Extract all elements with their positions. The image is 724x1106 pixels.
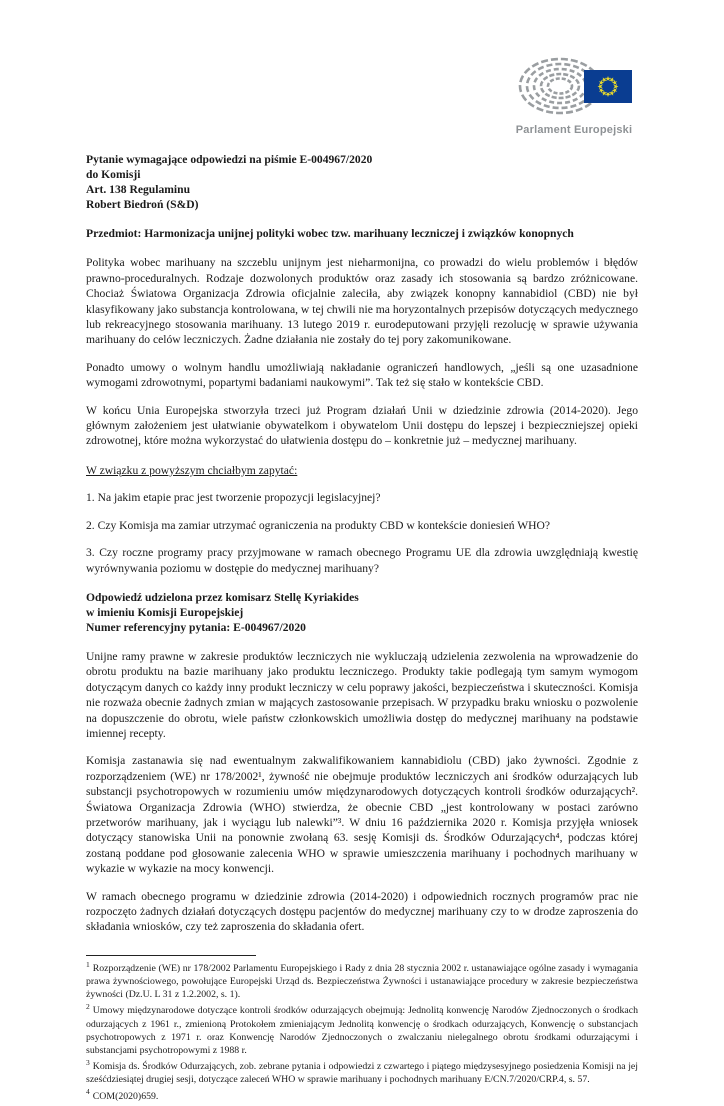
footnote-text: Umowy międzynarodowe dotyczące kontroli środków odurzających obejmują: Jednolitą konwencję Narodów Zjednoczonych o środkach odurzających z 1961 r., zmienioną Protokołem zmieniającym Jednolitą konwencję o środkach odurzających, Konwencję o substancjach psychotropowych z 1971 r. oraz Konwencję Narodów Zjednoczonych o zwalczaniu nielegalnego obrotu środkami odurzającymi i substancjami psychotropowymi z 1988 r. <box>86 1005 638 1057</box>
answer-paragraph: Komisja zastanawia się nad ewentualnym zakwalifikowaniem kannabidiolu (CBD) jako żywności. Zgodnie z rozporządzeniem (WE) nr 178/2002¹, żywność nie obejmuje produktów leczniczych ani środków odurzających lub substancji psychotropowych w rozumieniu umów międzynarodowych dotyczących kontroli środków odurzających². Światowa Organizacja Zdrowia (WHO) stwierdza, że obecnie CBD „jest kontrolowany w postaci zarówno przetworów marihuany, jak i wyciągu lub nalewki”³. W dniu 16 października 2020 r. Komisja przyjęła wniosek dotyczący stanowiska Unii na ponownie zwołaną 63. sesję Komisji ds. Środków Odurzających⁴, podczas której zostaną poddane pod głosowanie zalecenia WHO w sprawie umieszczenia marihuany i pochodnych marihuany w wykazie w wykazie na mocy konwencji. <box>86 754 638 876</box>
footnote-4 <box>86 1087 638 1103</box>
question-paragraph: W końcu Unia Europejska stworzyła trzeci już Program działań Unii w dziedzinie zdrowia (2014-2020). Jego głównym założeniem jest ułatwianie obywatelkom i obywatelom Unii dostępu do lepszej i bezpieczniejszej opieki zdrowotnej, które można wykorzystać do ułatwienia dostępu do – konkretnie już – medycznej marihuany. <box>86 403 638 448</box>
answer-onbehalf: w imieniu Komisji Europejskiej <box>86 605 244 619</box>
subject-line: Przedmiot: Harmonizacja unijnej polityki wobec tzw. marihuany leczniczej i związków konopnych <box>86 227 574 240</box>
footnote-number: 1 <box>86 959 90 969</box>
questions-intro: W związku z powyższym chciałbym zapytać: <box>86 463 298 477</box>
answer-paragraph: Unijne ramy prawne w zakresie produktów leczniczych nie wykluczają udzielenia zezwolenia na wprowadzenie do obrotu produktu na bazie marihuany jako produktu leczniczego. Produkty takie podlegają tym samym wymogom dotyczącym danych co każdy inny produkt leczniczy w celu poprawy jakości, bezpieczeństwa i skuteczności. Komisja nie rozważa obecnie żadnych zmian w mających zastosowanie przepisach. W przypadku braku wniosku o pozwolenie na dopuszczenie do obrotu, wiele państw członkowskich umożliwia dostęp do medycznej marihuany na podstawie imiennej recepty. <box>86 649 638 740</box>
eu-flag-icon <box>584 70 632 103</box>
footnote-1 <box>86 959 638 1002</box>
document-content <box>86 152 638 1106</box>
footnote-3 <box>86 1057 638 1086</box>
header-author: Robert Biedroń (S&D) <box>86 198 199 211</box>
question-item-3: 3. Czy roczne programy pracy przyjmowane w ramach obecnego Programu UE dla zdrowia uwzględniają kwestię wyrównywania poziomu w dostępie do medycznej marihuany? <box>86 546 638 575</box>
footnote-number: 3 <box>86 1057 90 1067</box>
footnote-text: COM(2020)659. <box>92 1090 159 1102</box>
question-item-2: 2. Czy Komisja ma zamiar utrzymać ograniczenia na produkty CBD w kontekście doniesień WHO? <box>86 518 551 532</box>
question-header <box>86 152 638 212</box>
footnote-separator <box>86 955 256 956</box>
footnote-2 <box>86 1004 638 1057</box>
footnote-text: Komisja ds. Środków Odurzających, zob. zebrane pytania i odpowiedzi z czwartego i piątego międzysesyjnego posiedzenia Komisji na jej sześćdziesiątej drugiej sesji, dotyczące zaleceń WHO w sprawie marihuany i pochodnych marihuany E/CN.7/2020/CRP.4, s. 57. <box>86 1061 638 1086</box>
logo-caption: Parlament Europejski <box>515 124 633 136</box>
question-paragraph: Polityka wobec marihuany na szczeblu unijnym jest nieharmonijna, co prowadzi do wielu problemów i błędów prawno-proceduralnych. Rodzaje dozwolonych produktów oraz zasady ich stosowania są bardzo zróżnicowane. Chociaż Światowa Organizacja Zdrowia oficjalnie zaleciła, aby związek konopny kannabidiol (CBD) nie był klasyfikowany jako substancja kontrolowana, w tej chwili nie ma horyzontalnych przepisów dotyczących medycznego lub rekreacyjnego stosowania marihuany. 13 lutego 2019 r. eurodeputowani przyjęli rezolucję w sprawie używania marihuany do celów leczniczych. Żadne działania nie zostały do tej pory zakomunikowane. <box>86 256 638 347</box>
ep-logo-graphic <box>512 56 636 118</box>
ep-logo <box>512 56 636 136</box>
footnotes <box>86 959 638 1103</box>
answer-reference: Numer referencyjny pytania: E-004967/2020 <box>86 620 306 634</box>
answer-paragraph: W ramach obecnego programu w dziedzinie zdrowia (2014-2020) i odpowiednich rocznych programów prac nie rozpoczęto żadnych działań dotyczących dostępu pacjentów do medycznej marihuany czy to w drodze zaproszenia do składania wniosków, czy też zaproszenia do składania ofert. <box>86 889 638 934</box>
header-addressee: do Komisji <box>86 168 141 181</box>
footnote-number: 4 <box>86 1087 90 1097</box>
header-title: Pytanie wymagające odpowiedzi na piśmie E-004967/2020 <box>86 153 373 166</box>
footnote-text: Rozporządzenie (WE) nr 178/2002 Parlamentu Europejskiego i Rady z dnia 28 stycznia 2002 r. ustanawiające ogólne zasady i wymagania prawa żywnościowego, powołujące Europejski Urząd ds. Bezpieczeństwa Żywności i ustanawiające procedury w zakresie bezpieczeństwa żywności (Dz.U. L 31 z 1.2.2002, s. 1). <box>86 962 638 1001</box>
question-paragraph: Ponadto umowy o wolnym handlu umożliwiają nakładanie ograniczeń handlowych, „jeśli są one uzasadnione wymogami zdrowotnymi, popartymi badaniami naukowymi”. Tak też się stało w kontekście CBD. <box>86 360 638 390</box>
answer-byline: Odpowiedź udzielona przez komisarz Stellę Kyriakides <box>86 590 359 604</box>
header-rule: Art. 138 Regulaminu <box>86 183 191 196</box>
answer-header <box>86 590 638 635</box>
footnote-number: 2 <box>86 1002 90 1012</box>
question-item-1: 1. Na jakim etapie prac jest tworzenie propozycji legislacyjnej? <box>86 491 381 505</box>
